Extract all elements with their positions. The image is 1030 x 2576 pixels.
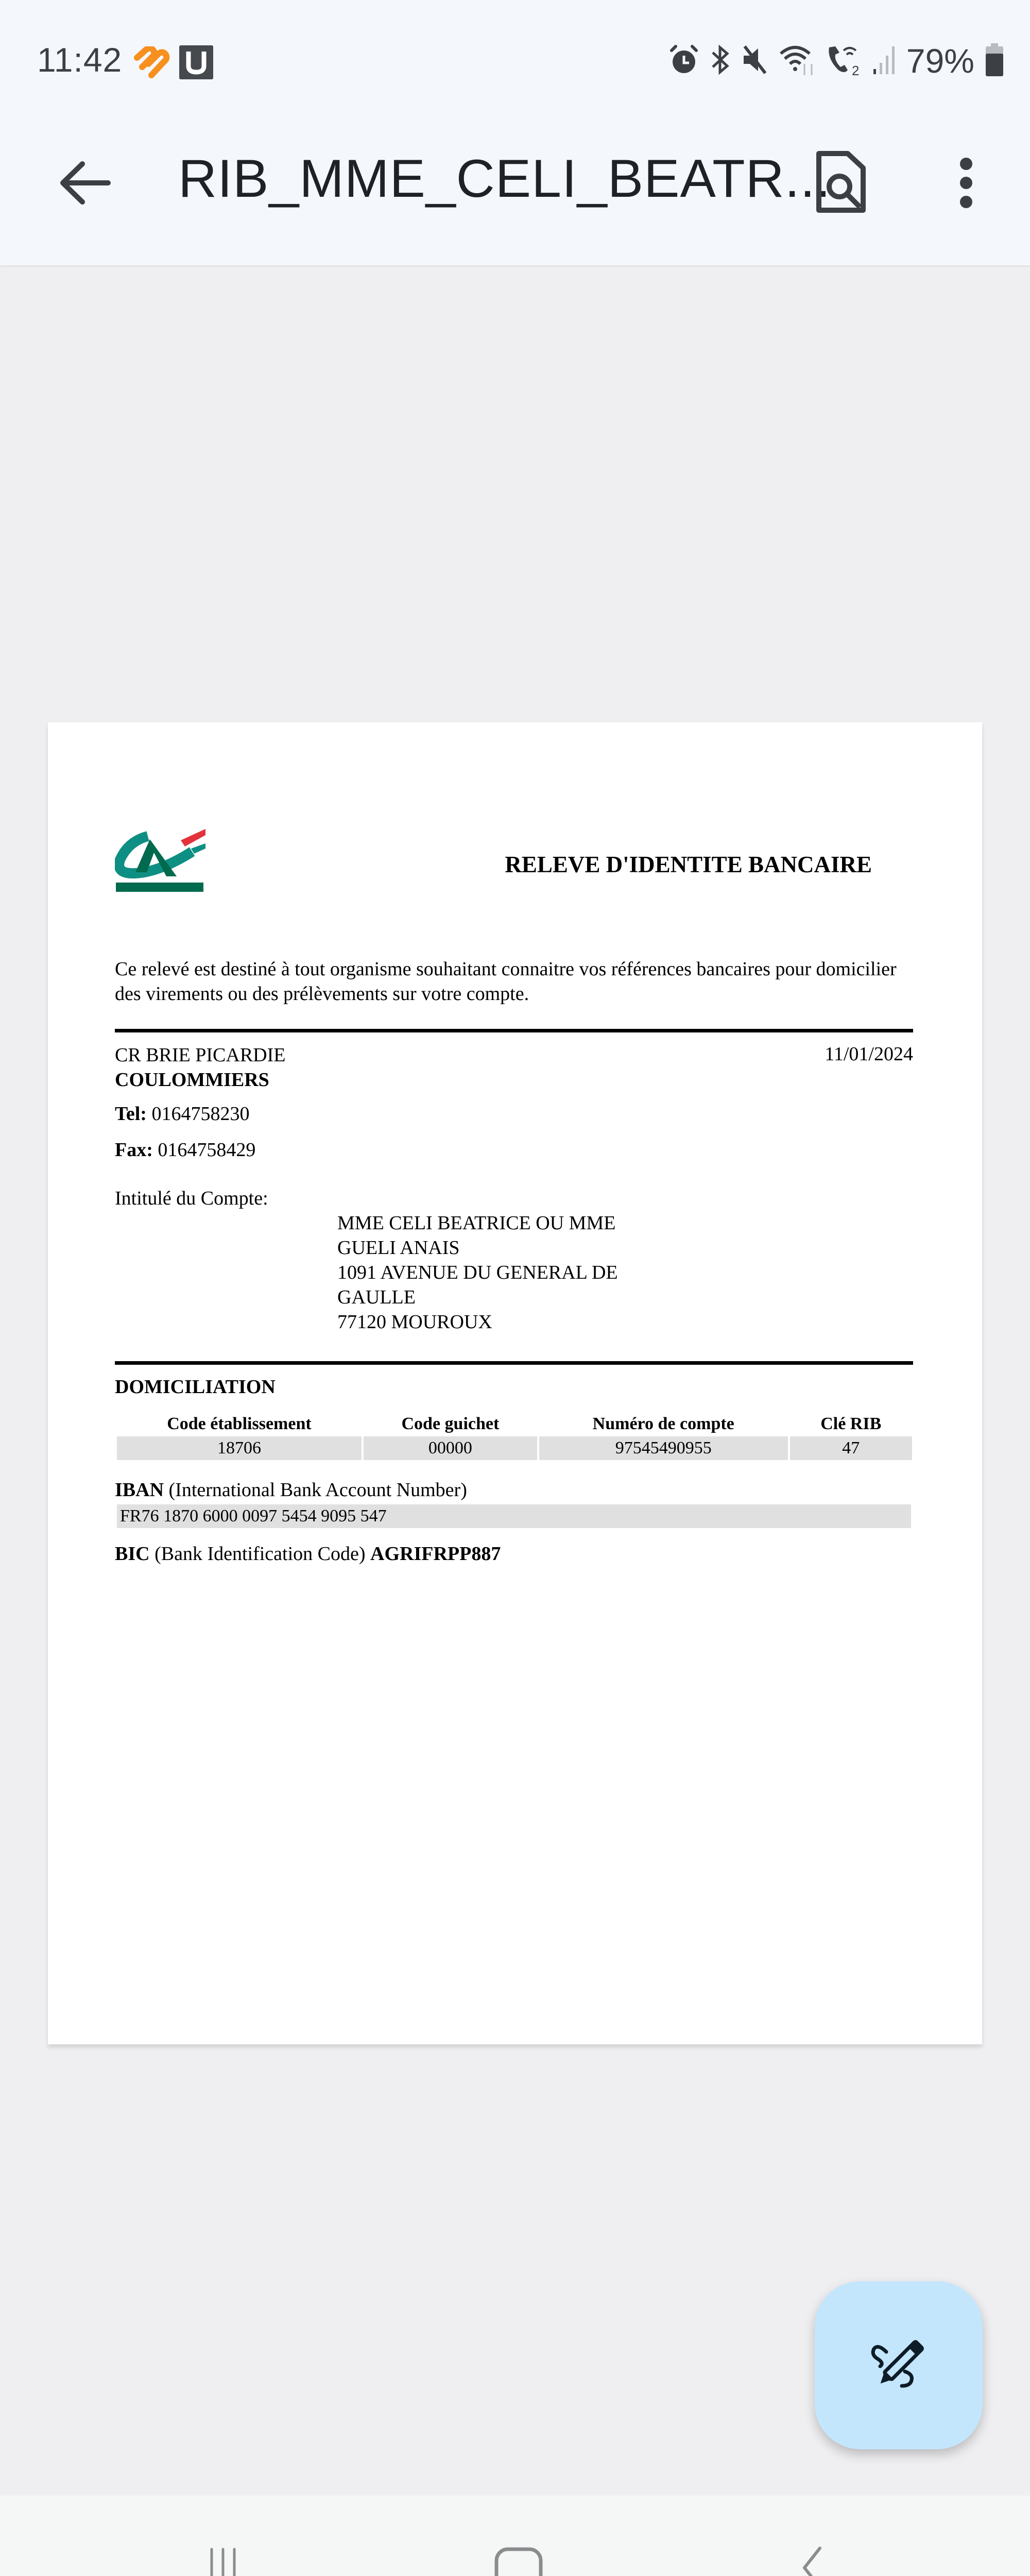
top-bar [0,0,1030,265]
rib-header: Code guichet [401,1414,500,1433]
bic-label: BIC [115,1543,150,1565]
status-time: 11:42 [37,41,123,79]
rib-value-row [117,1436,912,1460]
account-line: GUELI ANAIS [337,1237,460,1259]
iban-description: (International Bank Account Number) [168,1479,467,1501]
document-title: RIB_MME_CELI_BEATR... [178,149,831,209]
document-heading: RELEVE D'IDENTITE BANCAIRE [505,852,872,877]
intro-text: Ce relevé est destiné à tout organisme souhaitant connaitre vos références bancaires pour domicilier des virements ou des prélèvements sur votre compte. [115,958,897,1005]
tel-value: 0164758230 [151,1103,250,1125]
document-search-icon [803,144,876,222]
search-document-button[interactable] [803,144,876,222]
document-page [48,722,982,2044]
bic-description: (Bank Identification Code) [154,1543,366,1565]
signal-icon [872,44,895,78]
more-options-button[interactable] [940,155,992,216]
status-left-icons [133,45,213,82]
rib-table [115,1413,914,1460]
battery-icon [986,43,1003,79]
agency-city: COULOMMIERS [115,1069,269,1091]
account-line: MME CELI BEATRICE OU MME [337,1212,616,1234]
home-button[interactable] [488,2537,550,2576]
fax-line [115,1139,255,1161]
branch-code: 00000 [364,1436,537,1460]
bic-line [115,1543,501,1565]
nav-back-icon [777,2537,838,2576]
tel-label: Tel: [115,1103,147,1125]
account-holder-address [337,1211,618,1334]
wifi-calling-icon [826,43,861,79]
bluetooth-icon [710,44,730,78]
bic-value: AGRIFRPP887 [370,1543,501,1565]
more-vert-icon [940,155,992,216]
wifi-icon [779,43,815,79]
bank-code: 18706 [117,1436,362,1460]
credit-agricole-logo [115,828,208,895]
health-heart-icon [133,46,170,81]
mute-icon [742,44,767,78]
agency-block [115,1043,285,1092]
divider [115,1361,913,1365]
fax-value: 0164758429 [158,1139,256,1161]
nav-back-button[interactable] [777,2537,838,2576]
document-date: 11/01/2024 [825,1043,913,1065]
svg-text:2: 2 [851,62,860,76]
divider [115,1029,913,1032]
account-line: 1091 AVENUE DU GENERAL DE [337,1262,618,1283]
account-holder-label: Intitulé du Compte: [115,1188,268,1209]
iban-value: FR76 1870 6000 0097 5454 9095 547 [117,1504,911,1528]
draw-signature-icon [868,2334,930,2396]
status-right-icons [670,41,1003,80]
account-line: 77120 MOUROUX [337,1311,492,1333]
u-app-icon [179,45,213,82]
rib-header: Code établissement [167,1414,312,1433]
rib-key: 47 [790,1436,912,1460]
sign-document-button[interactable] [815,2281,983,2449]
account-number: 97545490955 [539,1436,788,1460]
battery-percent: 79% [906,42,974,80]
back-button[interactable] [52,149,118,216]
alarm-icon [670,44,698,78]
system-nav-bar [0,2496,1030,2576]
iban-label-line [115,1479,467,1501]
arrow-left-icon [52,149,118,216]
agency-name: CR BRIE PICARDIE [115,1044,286,1066]
rib-header: Clé RIB [820,1414,882,1433]
recents-icon [200,2537,262,2576]
rib-header: Numéro de compte [592,1414,734,1433]
rib-header-row [117,1413,912,1436]
iban-label: IBAN [115,1479,164,1501]
fax-label: Fax: [115,1139,153,1161]
domiciliation-heading: DOMICILIATION [115,1376,276,1398]
recents-button[interactable] [200,2537,262,2576]
home-icon [488,2537,550,2576]
tel-line [115,1103,249,1125]
account-line: GAULLE [337,1286,416,1308]
